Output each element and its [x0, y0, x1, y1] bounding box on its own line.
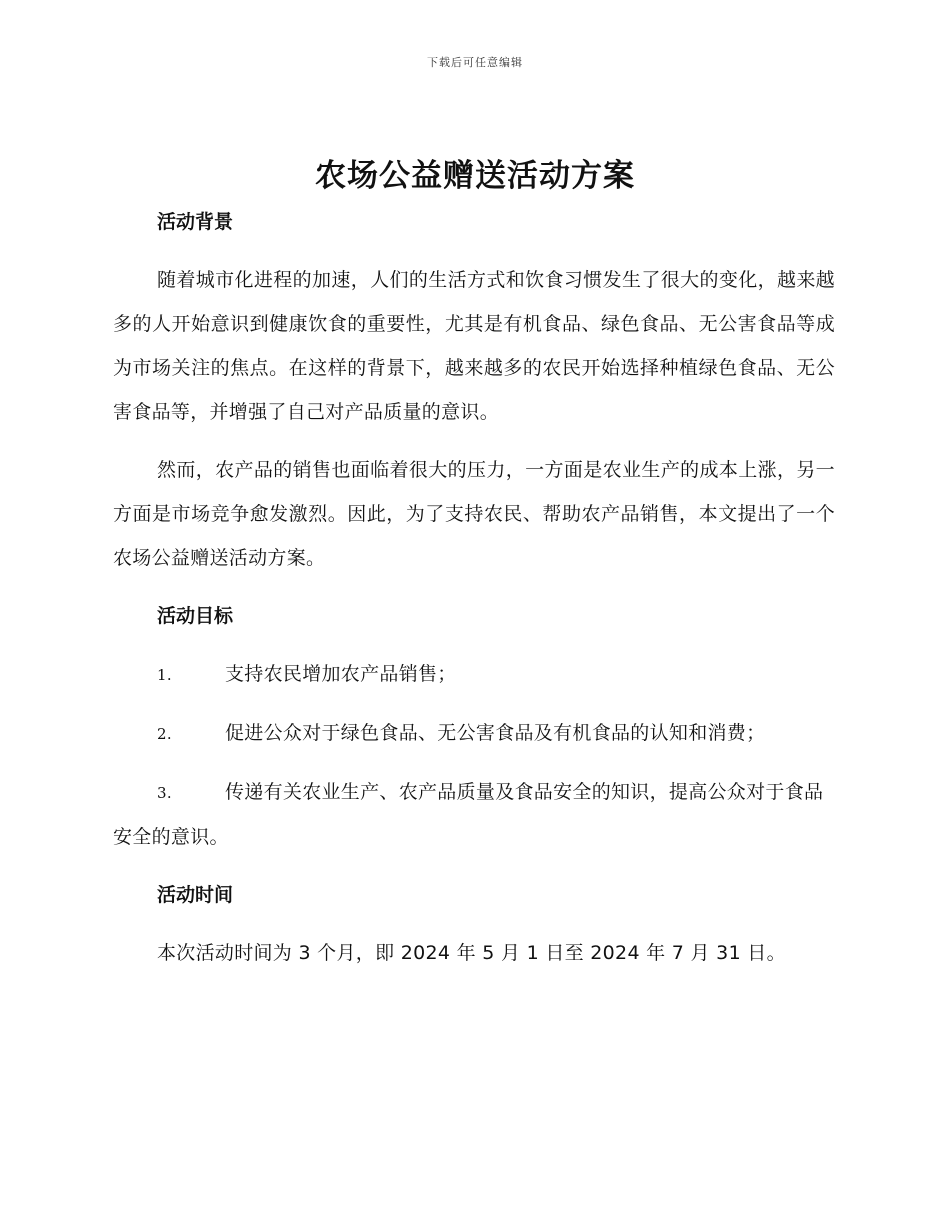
list-number: 2.	[157, 725, 172, 743]
document-title: 农场公益赠送活动方案	[315, 158, 635, 194]
header-note: 下载后可任意编辑	[427, 56, 523, 69]
background-paragraph-2: 然而，农产品的销售也面临着很大的压力，一方面是农业生产的成本上涨，另一方面是市场竞争愈发激烈。因此，为了支持农民、帮助农产品销售，本文提出了一个农场公益赠送活动方案。	[113, 459, 835, 569]
time-paragraph: 本次活动时间为 3 个月，即 2024 年 5 月 1 日至 2024 年 7 月 31 日。	[157, 942, 786, 964]
list-item-text: 传递有关农业生产、农产品质量及食品安全的知识，提高公众对于食品安全的意识。	[113, 781, 824, 848]
list-item-text: 促进公众对于绿色食品、无公害食品及有机食品的认知和消费；	[225, 722, 766, 744]
goal-list-item	[113, 652, 835, 697]
list-number: 1.	[157, 666, 172, 684]
section-heading-goals: 活动目标	[157, 605, 234, 627]
section-heading-time: 活动时间	[157, 884, 234, 906]
goal-list-item	[113, 711, 835, 756]
section-heading-background: 活动背景	[157, 211, 234, 233]
background-paragraph-1: 随着城市化进程的加速，人们的生活方式和饮食习惯发生了很大的变化，越来越多的人开始意识到健康饮食的重要性，尤其是有机食品、绿色食品、无公害食品等成为市场关注的焦点。在这样的背景下，越来越多的农民开始选择种植绿色食品、无公害食品等，并增强了自己对产品质量的意识。	[113, 269, 835, 423]
goal-list-item	[113, 770, 835, 859]
list-number: 3.	[157, 784, 172, 802]
list-item-text: 支持农民增加农产品销售；	[225, 663, 457, 685]
document-body	[113, 200, 835, 975]
